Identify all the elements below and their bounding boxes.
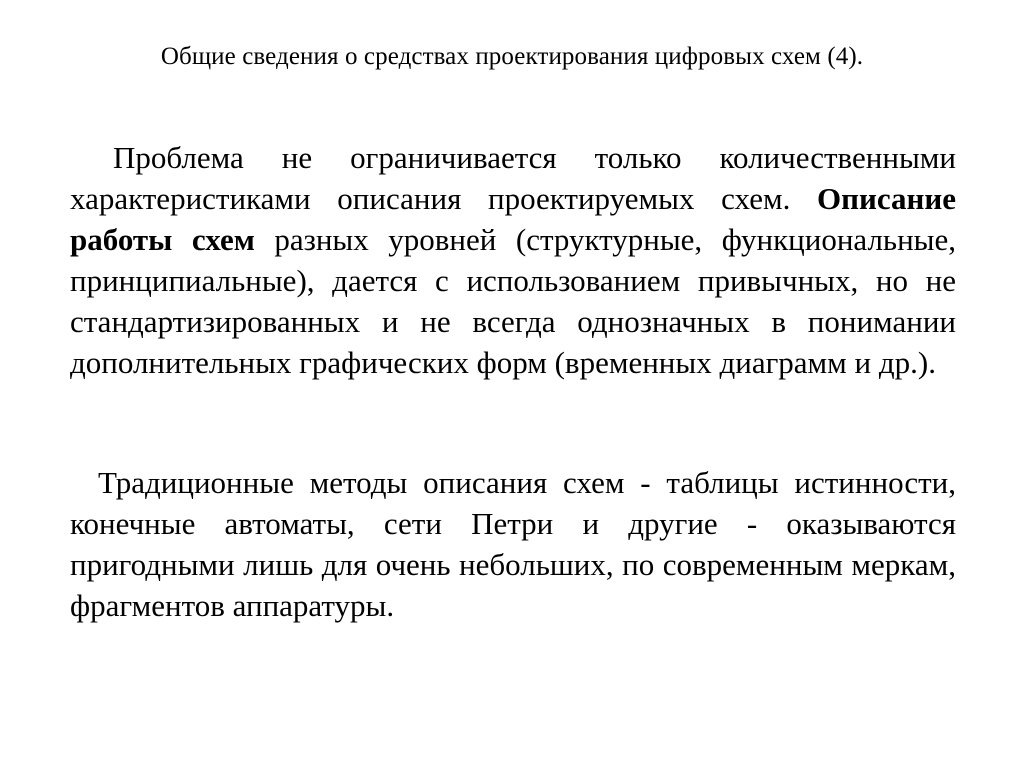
paragraph-traditional-methods: Традиционные методы описания схем - таблицы истинности, конечные автоматы, сети Петри и другие - оказываются пригодными лишь для очень небольших, по современным меркам, фрагментов аппаратуры. — [70, 465, 956, 623]
paragraph-problem-bold-phrase: Описание работы схем — [70, 181, 956, 257]
paragraph-problem — [70, 137, 956, 383]
paragraph-problem-text-start: Проблема не ограничивается только количественными характеристиками описания проектируемых схем. — [70, 140, 956, 216]
paragraph-problem-text-end: разных уровней (структурные, функциональные, принципиальные), дается с использованием привычных, но не стандартизированных и не всегда однозначных в понимании дополнительных графических форм (временных диаграмм и др.). — [70, 222, 956, 380]
slide-title: Общие сведения о средствах проектирования цифровых схем (4). — [160, 43, 864, 70]
